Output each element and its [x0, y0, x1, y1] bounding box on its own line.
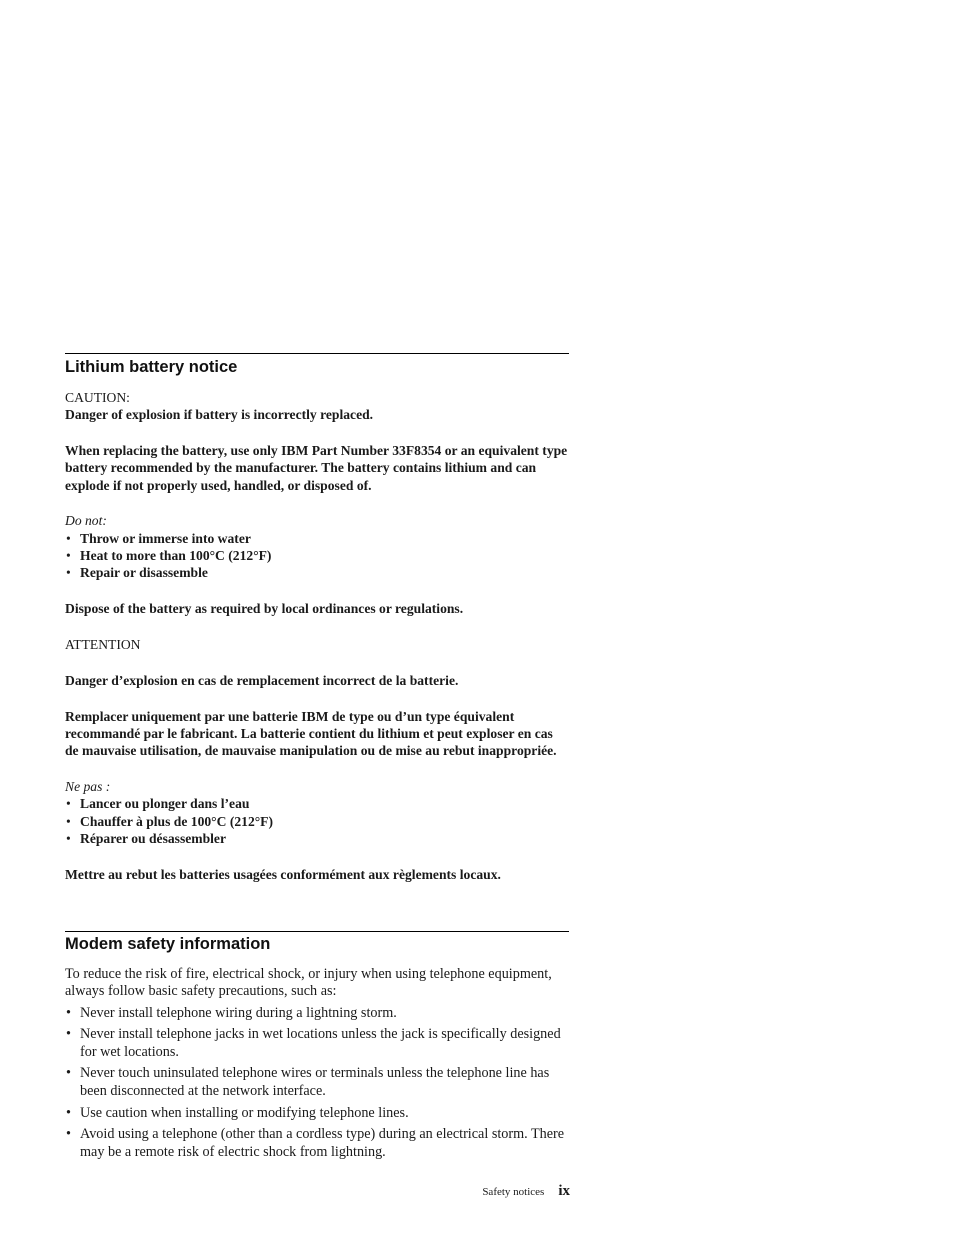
lithium-section: [65, 353, 569, 883]
replace-paragraph: When replacing the battery, use only IBM Part Number 33F8354 or an equivalent type battery recommended by the manufacturer. The battery contains lithium and can explode if not properly used, handled, or disposed of.: [65, 443, 568, 493]
list-item: • Réparer ou désassembler: [65, 830, 569, 847]
caution-label: CAUTION:: [65, 390, 130, 405]
page-number: ix: [558, 1183, 570, 1199]
lithium-heading: Lithium battery notice: [65, 358, 238, 376]
dispose-paragraph: Dispose of the battery as required by local ordinances or regulations.: [65, 601, 464, 617]
modem-precautions-list: [65, 1005, 569, 1161]
do-not-label: Do not:: [65, 513, 107, 529]
section-rule: [65, 931, 569, 932]
list-item: • Never install telephone jacks in wet locations unless the jack is specifically designed for wet locations.: [65, 1026, 569, 1061]
list-item: • Repair or disassemble: [65, 564, 569, 581]
page-footer: [420, 1182, 570, 1200]
replace-fr-paragraph: Remplacer uniquement par une batterie IBM de type ou d’un type équivalent recommandé par le fabricant. La batterie contient du lithium et peut exploser en cas de mauvaise utilisation, de mauvaise manipulation ou de mise au rebut inappropriée.: [65, 708, 557, 759]
list-item: • Lancer ou plonger dans l’eau: [65, 795, 569, 812]
list-item: • Avoid using a telephone (other than a cordless type) during an electrical storm. There may be a remote risk of electric shock from lightning.: [65, 1126, 569, 1161]
caution-line: Danger of explosion if battery is incorrectly replaced.: [65, 407, 374, 423]
list-item: • Heat to more than 100°C (212°F): [65, 547, 569, 564]
list-item: • Never touch uninsulated telephone wires or terminals unless the telephone line has been disconnected at the network interface.: [65, 1065, 569, 1100]
ne-pas-list: [65, 795, 569, 847]
dispose-fr-paragraph: Mettre au rebut les batteries usagées conformément aux règlements locaux.: [65, 866, 501, 882]
list-item: • Throw or immerse into water: [65, 530, 569, 547]
list-item: • Chauffer à plus de 100°C (212°F): [65, 813, 569, 830]
do-not-list: [65, 530, 569, 582]
modem-intro: To reduce the risk of fire, electrical shock, or injury when using telephone equipment, always follow basic safety precautions, such as:: [65, 966, 552, 1000]
footer-section-label: Safety notices: [482, 1186, 545, 1198]
attention-label: ATTENTION: [65, 636, 141, 652]
section-rule: [65, 353, 569, 354]
danger-fr-line: Danger d’explosion en cas de remplacement incorrect de la batterie.: [65, 672, 459, 688]
list-item: • Never install telephone wiring during a lightning storm.: [65, 1005, 569, 1022]
modem-heading: Modem safety information: [65, 935, 271, 953]
modem-section: [65, 931, 569, 1165]
list-item: • Use caution when installing or modifying telephone lines.: [65, 1105, 569, 1122]
ne-pas-label: Ne pas :: [65, 778, 111, 794]
